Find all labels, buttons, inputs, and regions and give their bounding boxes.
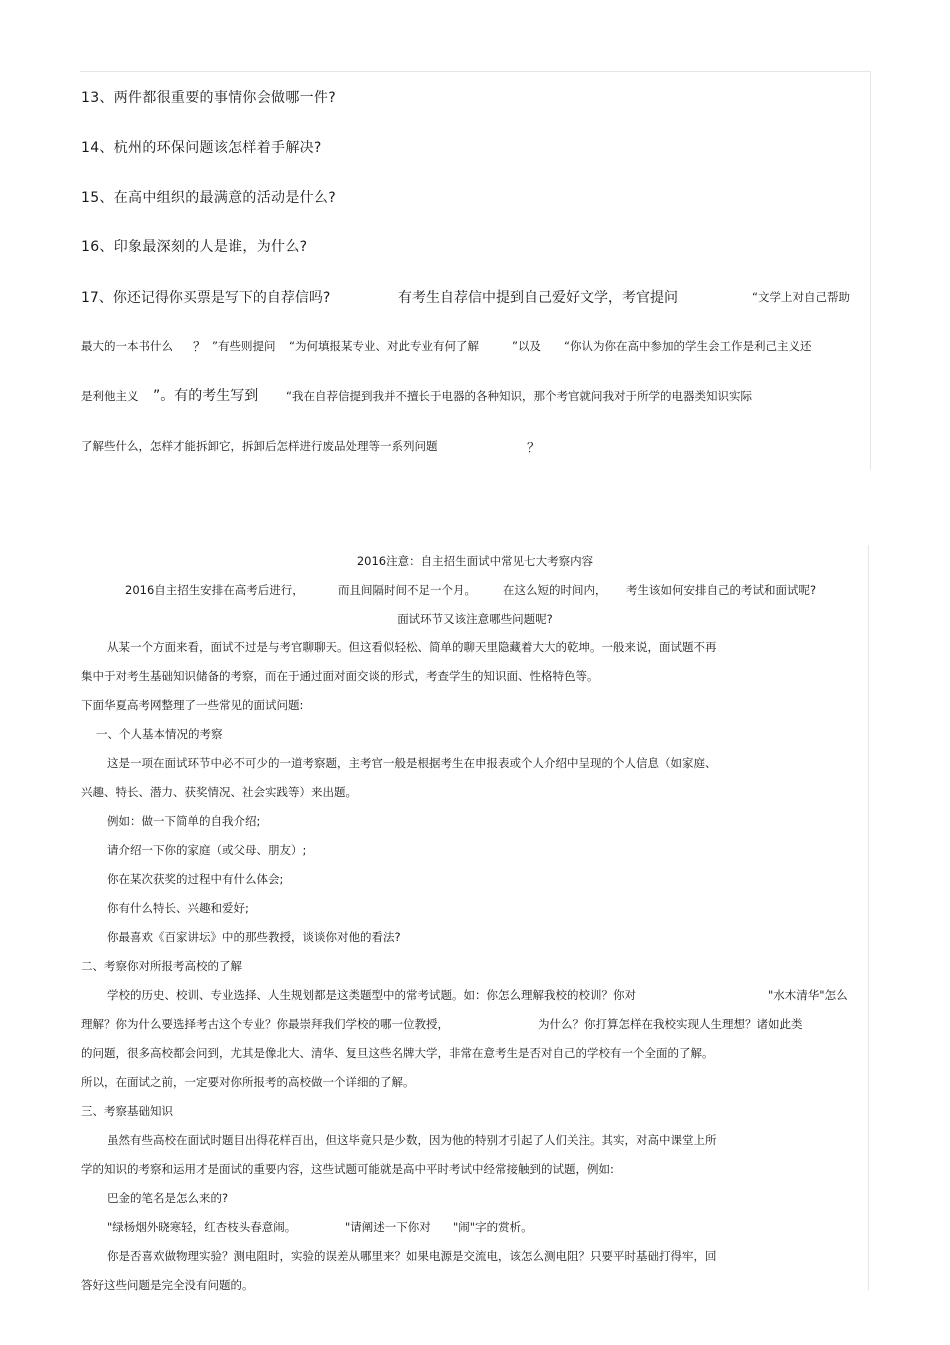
paragraph-line: 集中于对考生基础知识储备的考察，而在于通过面对面交谈的形式，考查学生的知识面、性格特色等。 [81,669,599,683]
section-heading-2: 二、考察你对所报考高校的了解 [81,959,242,973]
question-17-line3: “我在自荐信提到我并不擅长于电器的各种知识，那个考官就问我对于所学的电器类知识实际 [286,389,752,403]
question-17-line3: 是利他主义 [81,389,139,403]
paragraph-line: 虽然有些高校在面试时题目出得花样百出，但这毕竟只是少数，因为他的特别才引起了人们关注。其实，对高中课堂上所 [107,1133,717,1147]
question-17-line2: ”以及 [512,339,541,353]
question-17-line2: “你认为你在高中参加的学生会工作是利己主义还 [564,339,812,353]
page-frame-bottom [868,545,869,1290]
paragraph-line: 学的知识的考察和运用才是面试的重要内容，这些试题可能就是高中平时考试中经常接触到的试题，例如: [81,1162,614,1176]
section-heading-1: 一、个人基本情况的考察 [96,727,223,741]
example-line: 巴金的笔名是怎么来的? [107,1191,229,1205]
page-frame-top [80,71,871,470]
question-17-line2: ？ [193,340,207,355]
paragraph-part: 为什么？你打算怎样在我校实现人生理想？诸如此类 [538,1017,803,1031]
example-line: 例如：做一下简单的自我介绍; [107,814,261,828]
example-part: "绿杨烟外晓寒轻，红杏枝头春意闹。 [107,1220,297,1234]
intro-part: 2016自主招生安排在高考后进行， [125,583,304,597]
example-line: 你最喜欢《百家讲坛》中的那些教授，谈谈你对他的看法? [107,930,401,944]
question-13: 13、两件都很重要的事情你会做哪一件? [81,90,336,106]
example-line: 你在某次获奖的过程中有什么体会; [107,872,284,886]
paragraph-line: 这是一项在面试环节中必不可少的一道考察题，主考官一般是根据考生在申报表或个人介绍中呈现的个人信息（如家庭、 [107,756,717,770]
example-part: "请阐述一下你对 [345,1220,431,1234]
intro-part: 在这么短的时间内， [503,583,607,597]
question-14: 14、杭州的环保问题该怎样着手解决? [81,140,322,156]
paragraph-line: 下面华夏高考网整理了一些常见的面试问题: [81,698,304,712]
question-17-line3: ”。有的考生写到 [153,388,259,404]
example-line: 你有什么特长、兴趣和爱好; [107,901,249,915]
paragraph-part: 理解？你为什么要选择考古这个专业？你最崇拜我们学校的哪一位教授， [81,1017,449,1031]
question-17-line4: 了解些什么，怎样才能拆卸它，拆卸后怎样进行废品处理等一系列问题 [81,439,438,453]
example-line: 请介绍一下你的家庭（或父母、朋友）; [107,843,307,857]
paragraph-part: 学校的历史、校训、专业选择、人生规划都是这类题型中的常考试题。如：你怎么理解我校的校训？你对 [107,988,636,1002]
paragraph-line: 答好这些问题是完全没有问题的。 [81,1278,254,1292]
paragraph-line: 兴趣、特长、潜力、获奖情况、社会实践等）来出题。 [81,785,357,799]
paragraph-line: 所以，在面试之前，一定要对你所报考的高校做一个详细的了解。 [81,1075,415,1089]
question-17-part: 17、你还记得你买票是写下的自荐信吗? [81,290,331,306]
paragraph-part: "水木清华"怎么 [768,988,848,1002]
intro-part: 考生该如何安排自己的考试和面试呢? [626,583,817,597]
intro-line2: 面试环节又该注意哪些问题呢? [397,612,553,626]
question-17-line2: 最大的一本书什么 [81,339,173,353]
intro-part: 而且间隔时间不足一个月。 [338,583,476,597]
example-part: "闹"字的赏析。 [453,1220,533,1234]
paragraph-line: 从某一个方面来看，面试不过是与考官聊聊天。但这看似轻松、简单的聊天里隐藏着大大的乾坤。一般来说，面试题不再 [107,640,717,654]
paragraph-line: 的问题，很多高校都会问到，尤其是像北大、清华、复旦这些名牌大学，非常在意考生是否对自己的学校有一个全面的了解。 [81,1046,714,1060]
question-17-line2: “为何填报某专业、对此专业有何了解 [289,339,479,353]
article-title: 2016注意：自主招生面试中常见七大考察内容 [356,554,594,568]
question-15: 15、在高中组织的最满意的活动是什么? [81,190,336,206]
section-heading-3: 三、考察基础知识 [81,1104,173,1118]
question-16: 16、印象最深刻的人是谁，为什么? [81,239,308,255]
question-17-part: 有考生自荐信中提到自己爱好文学，考官提问 [398,290,678,306]
paragraph-line: 你是否喜欢做物理实验？测电阻时，实验的误差从哪里来？如果电源是交流电，该怎么测电阻？只要平时基础打得牢，回 [107,1249,717,1263]
question-17-line2: ”有些则提问 [212,339,276,353]
question-17-part: “文学上对自己帮助 [752,290,850,304]
question-17-line4: ？ [527,441,541,456]
